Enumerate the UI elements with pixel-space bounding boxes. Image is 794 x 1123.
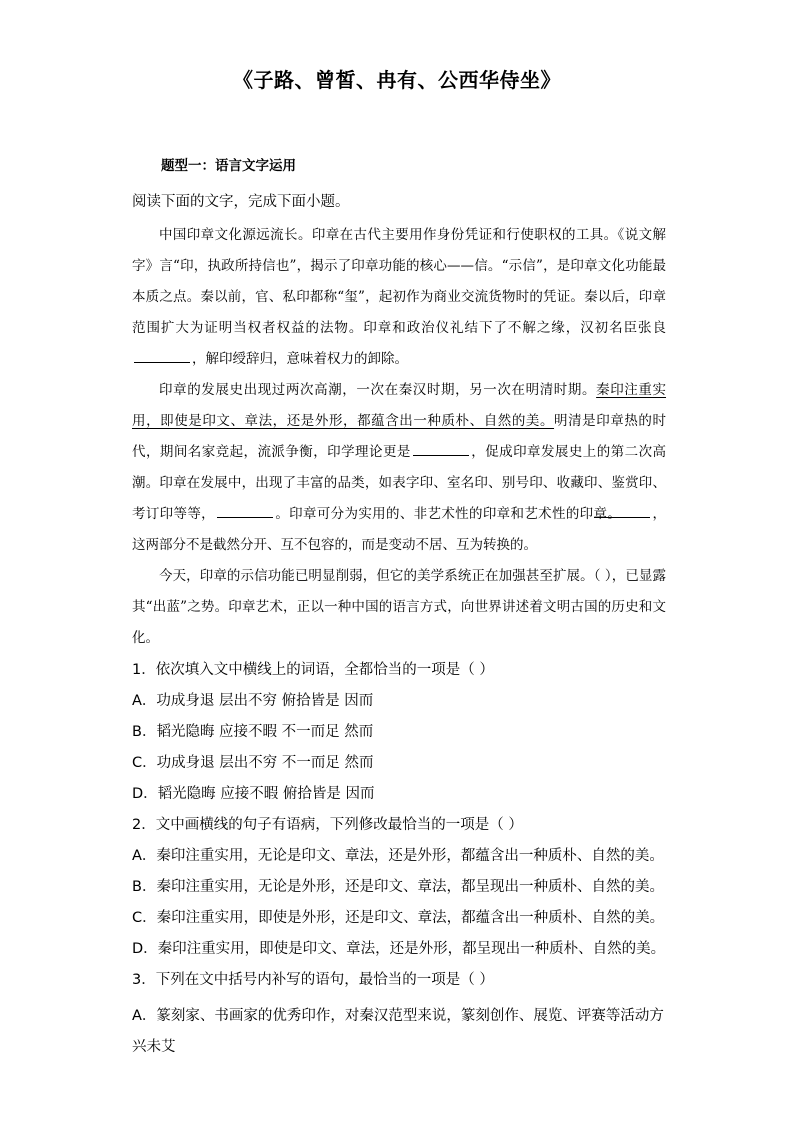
passage-text: 印章的发展史出现过两次高潮，一次在秦汉时期，另一次在明清时期。	[159, 382, 597, 398]
passage-text: ，解印绶辞归，意味着权力的卸除。	[192, 351, 408, 367]
passage-text: 今天，印章的示信功能已明显削弱，但它的美学系统正在加强甚至扩展。（ ），已显露其“出蓝”之势。印章艺术，正以一种中国的语言方式，向世界讲述着文明古国的历史和文化。	[132, 568, 666, 646]
passage-paragraph-2	[132, 375, 666, 561]
question-2-option-c: C．秦印注重实用，即使是外形，还是印文、章法，都蕴含出一种质朴、自然的美。	[132, 910, 665, 926]
underlined-sentence: 秦印注重实用，即使是印文、章法，还是外形，都蕴含出一种质朴、自然的美。	[132, 382, 667, 429]
passage-text: ，促成印章发展史上的第二次高潮。印章在发展中，出现了丰富的品类，如表字印、室名印、别号印、收藏印、鉴赏印、考订印等等，	[132, 444, 667, 522]
fill-blank-1	[134, 361, 190, 363]
fill-blank-4	[594, 516, 650, 518]
question-3-stem: 3．下列在文中括号内补写的语句，最恰当的一项是（ ）	[132, 972, 494, 988]
reading-passage	[132, 220, 666, 654]
passage-paragraph-1	[132, 220, 666, 375]
question-1-option-c: C．功成身退 层出不穷 不一而足 然而	[132, 755, 374, 771]
instruction-text: 阅读下面的文字，完成下面小题。	[132, 194, 350, 210]
fill-blank-2	[413, 454, 469, 456]
document-title: 《子路、曾皙、冉有、公西华侍坐》	[233, 68, 561, 92]
passage-text: 。印章可分为实用的、非艺术性的印章和艺术性的印章。	[275, 506, 622, 522]
question-1-option-a: A．功成身退 层出不穷 俯拾皆是 因而	[132, 693, 374, 709]
question-1-option-d: D．韬光隐晦 应接不暇 俯拾皆是 因而	[132, 786, 375, 802]
passage-text: ，这两部分不是截然分开、互不包容的，而是变动不居、互为转换的。	[132, 506, 667, 553]
question-1-option-b: B．韬光隐晦 应接不暇 不一而足 然而	[132, 724, 374, 740]
question-2-option-b: B．秦印注重实用，无论是外形，还是印文、章法，都呈现出一种质朴、自然的美。	[132, 879, 664, 895]
question-3-option-a: A．篆刻家、书画家的优秀印作，对秦汉范型来说，篆刻创作、展览、评赛等活动方兴未艾	[132, 1008, 664, 1055]
question-2-option-a: A．秦印注重实用，无论是印文、章法，还是外形，都蕴含出一种质朴、自然的美。	[132, 848, 664, 864]
section-heading: 题型一：语言文字运用	[161, 158, 296, 174]
question-2-stem: 2．文中画横线的句子有语病，下列修改最恰当的一项是（ ）	[132, 817, 523, 833]
passage-text: 中国印章文化源远流长。印章在古代主要用作身份凭证和行使职权的工具。《说文解字》言“印，执政所持信也”，揭示了印章功能的核心——信。“示信”，是印章文化功能最本质之点。秦以前，官、私印都称“玺”，起初作为商业交流货物时的凭证。秦以后，印章范围扩大为证明当权者权益的法物。印章和政治仪礼结下了不解之缘，汉初名臣张良	[132, 227, 666, 336]
fill-blank-3	[217, 516, 273, 518]
question-2-option-d: D．秦印注重实用，即使是印文、章法，还是外形，都呈现出一种质朴、自然的美。	[132, 941, 666, 957]
passage-text: 明清是印章热的时代，期间名家竞起，流派争衡，印学理论更是	[132, 413, 667, 460]
passage-paragraph-3	[132, 561, 666, 654]
question-1-stem: 1．依次填入文中横线上的词语，全都恰当的一项是（ ）	[132, 662, 494, 678]
